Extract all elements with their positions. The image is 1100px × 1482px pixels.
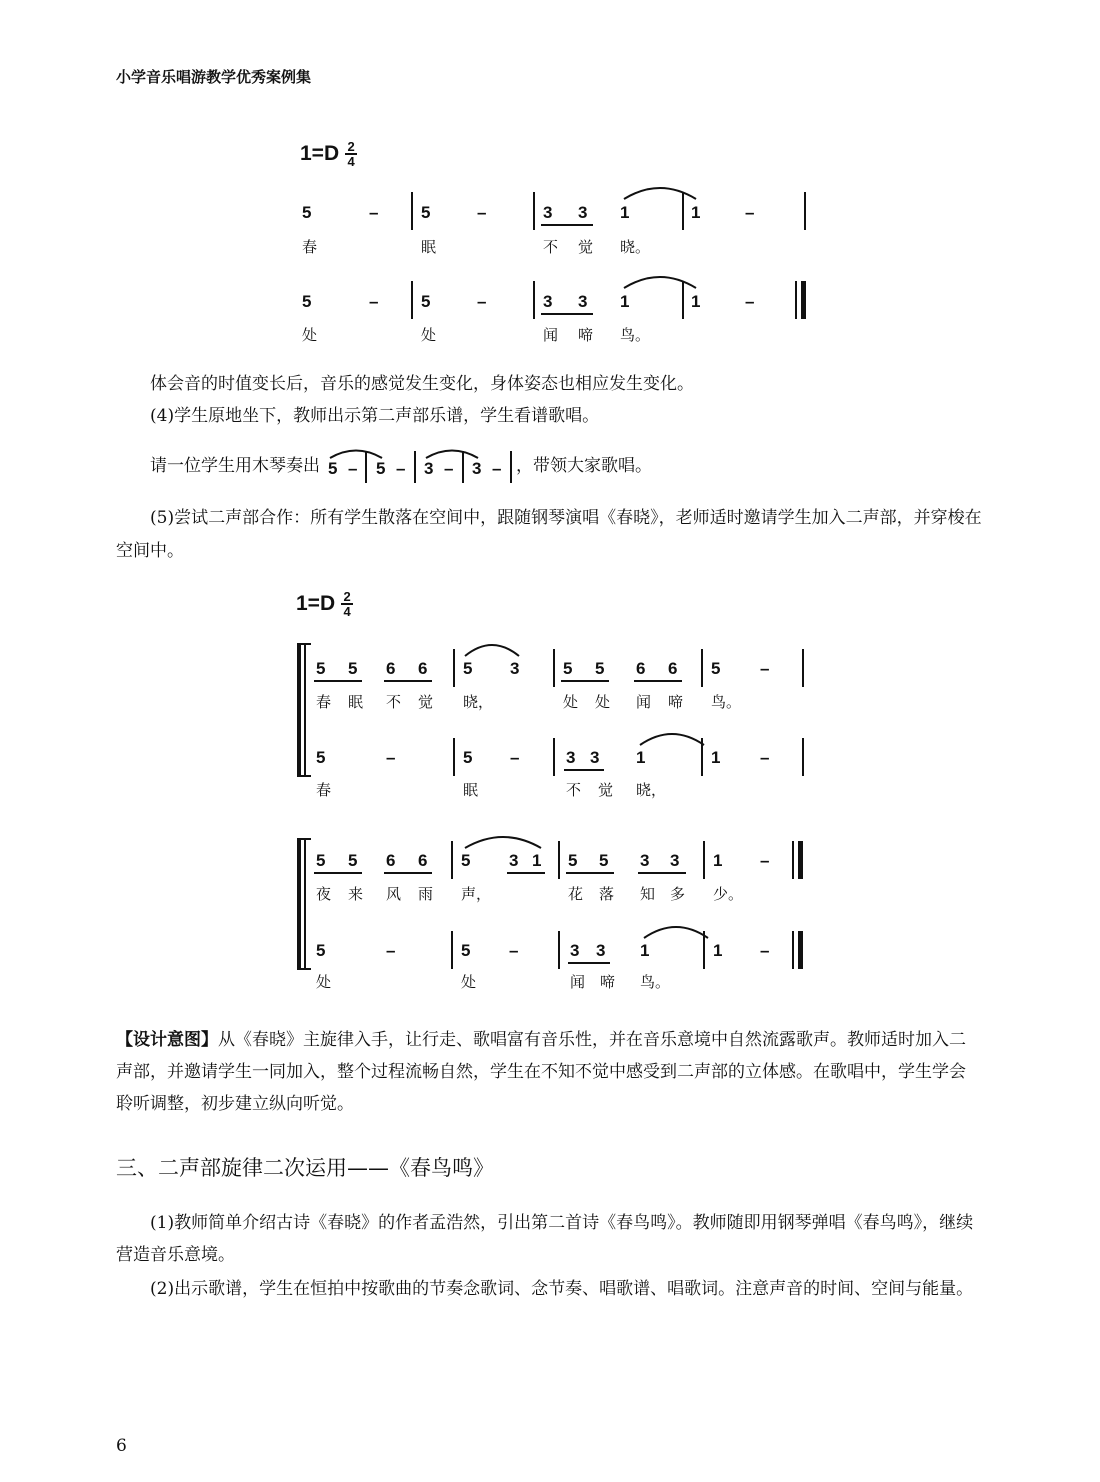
time-top: 2: [343, 589, 351, 604]
key-signature-2: [296, 590, 353, 618]
note: 1: [620, 292, 630, 311]
lyric: 鸟。: [620, 326, 651, 344]
lyric: 少。: [713, 885, 744, 903]
note: –: [369, 203, 379, 222]
note: 5: [348, 659, 358, 678]
note: 5: [568, 851, 578, 870]
lyric: 处: [421, 326, 437, 344]
note: 1: [640, 941, 650, 960]
note: –: [509, 941, 519, 960]
lyric: 不: [386, 693, 402, 711]
lyric: 啼: [578, 326, 594, 344]
lyric: 处: [461, 973, 477, 991]
paragraph-text: 体会音的时值变长后，音乐的感觉发生变化，身体姿态也相应发生变化。: [150, 374, 694, 394]
note: 5: [563, 659, 573, 678]
lyric: 知: [640, 885, 656, 903]
tie-arc: [622, 183, 698, 201]
note: 5: [316, 851, 326, 870]
lyric: 觉: [598, 781, 614, 799]
lyric: 多: [670, 885, 686, 903]
note: 6: [386, 851, 396, 870]
lyric: 来: [348, 885, 364, 903]
note: 1: [532, 851, 542, 870]
inline-xylophone-score: [320, 447, 516, 487]
note: 3: [570, 941, 580, 960]
step-1-paragraph: [116, 1207, 986, 1271]
lyric: 落: [599, 885, 615, 903]
lyric: 眠: [463, 781, 479, 799]
lyric: 处: [595, 693, 611, 711]
step-text: (1)教师简单介绍古诗《春晓》的作者孟浩然，引出第二首诗《春鸟鸣》。教师随即用钢琴弹唱《春鸟鸣》，继续营造音乐意境。: [116, 1213, 974, 1265]
paragraph-text: (5)尝试二声部合作：所有学生散落在空间中，跟随钢琴演唱《春晓》，老师适时邀请学生加入二声部，并穿梭在空间中。: [116, 508, 982, 561]
paragraph-3: [116, 446, 986, 487]
note: 5: [316, 748, 326, 767]
note: –: [510, 748, 520, 767]
section-title: 三、二声部旋律二次运用——《春鸟鸣》: [116, 1156, 494, 1180]
lyric: 不: [543, 238, 559, 256]
lyric: 闻: [636, 693, 652, 711]
time-top: 2: [347, 139, 355, 154]
note: –: [477, 203, 487, 222]
note: 1: [711, 748, 721, 767]
lyric: 觉: [578, 238, 594, 256]
note: –: [745, 292, 755, 311]
note: 3: [596, 941, 606, 960]
key-label: 1=D: [296, 592, 336, 615]
note: 1: [691, 203, 701, 222]
note: 3: [424, 458, 434, 478]
lyric: 闻: [543, 326, 559, 344]
lyric: 春: [316, 781, 332, 799]
note: 3: [543, 292, 553, 311]
paragraph-4: [116, 502, 986, 568]
key-label: 1=D: [300, 142, 340, 165]
note: 3: [670, 851, 680, 870]
tie-arc: [424, 447, 480, 459]
note: 5: [599, 851, 609, 870]
lyric: 不: [566, 781, 582, 799]
note: –: [492, 458, 502, 478]
tie-arc: [622, 272, 698, 290]
note: –: [760, 941, 770, 960]
lyric: 啼: [600, 973, 616, 991]
note: 3: [566, 748, 576, 767]
step-text: (2)出示歌谱，学生在恒拍中按歌曲的节奏念歌词、念节奏、唱歌谱、唱歌词。注意声音的时间、空间与能量。: [150, 1279, 974, 1299]
design-intent-label: 【设计意图】: [116, 1030, 218, 1050]
note: 3: [640, 851, 650, 870]
step-2-paragraph: [116, 1273, 986, 1305]
lyric: 鸟。: [711, 693, 742, 711]
lyric: 雨: [418, 885, 434, 903]
lyric: 鸟。: [640, 973, 671, 991]
lyric: 春: [302, 238, 318, 256]
tie-arc: [638, 729, 706, 747]
note: 6: [418, 659, 428, 678]
lyric: 春: [316, 693, 332, 711]
note: 1: [713, 851, 723, 870]
lyric: 眠: [348, 693, 364, 711]
system-bracket: [297, 838, 311, 970]
time-signature: [345, 140, 357, 168]
note: 5: [421, 203, 431, 222]
note: –: [760, 659, 770, 678]
paragraph-text: (4)学生原地坐下，教师出示第二声部乐谱，学生看谱歌唱。: [150, 406, 600, 426]
note: –: [444, 458, 454, 478]
note: –: [745, 203, 755, 222]
time-signature: [341, 590, 353, 618]
note: 5: [376, 458, 386, 478]
lyric: 花: [568, 885, 584, 903]
design-intent-paragraph: [116, 1024, 976, 1120]
note: 6: [636, 659, 646, 678]
note: 5: [461, 941, 471, 960]
note: 1: [620, 203, 630, 222]
note: 6: [668, 659, 678, 678]
time-bottom: 4: [343, 604, 351, 619]
note: 5: [316, 659, 326, 678]
design-intent-text: 从《春晓》主旋律入手，让行走、歌唱富有音乐性，并在音乐意境中自然流露歌声。教师适时加入二声部，并邀请学生一同加入，整个过程流畅自然，学生在不知不觉中感受到二声部的立体感。在歌唱中，学生学会聆听调整，初步建立纵向听觉。: [116, 1030, 966, 1114]
lyric: 夜: [316, 885, 332, 903]
note: 1: [636, 748, 646, 767]
note: –: [348, 458, 358, 478]
time-bottom: 4: [347, 154, 355, 169]
note: 5: [316, 941, 326, 960]
note: 5: [328, 458, 338, 478]
note: 6: [386, 659, 396, 678]
note: –: [760, 851, 770, 870]
note: 3: [543, 203, 553, 222]
note: 5: [302, 203, 312, 222]
note: 5: [711, 659, 721, 678]
note: –: [760, 748, 770, 767]
note: 5: [302, 292, 312, 311]
key-signature: [300, 140, 357, 168]
tie-arc: [642, 922, 710, 940]
tie-arc: [463, 832, 543, 850]
paragraph-2: [116, 400, 986, 432]
note: 5: [463, 659, 473, 678]
note: –: [396, 458, 406, 478]
lyric: 声，: [461, 885, 492, 903]
note: –: [477, 292, 487, 311]
lyric: 啼: [668, 693, 684, 711]
lyric: 处: [563, 693, 579, 711]
tie-arc: [463, 640, 521, 658]
note: 3: [509, 851, 519, 870]
system-bracket: [297, 643, 311, 777]
lyric: 晓，: [463, 693, 494, 711]
lyric: 晓。: [620, 238, 651, 256]
note: 3: [510, 659, 520, 678]
note: 5: [595, 659, 605, 678]
note: 5: [461, 851, 471, 870]
lyric: 处: [316, 973, 332, 991]
note: 3: [472, 458, 482, 478]
note: 3: [590, 748, 600, 767]
note: 6: [418, 851, 428, 870]
tie-arc: [328, 447, 384, 459]
note: 3: [578, 203, 588, 222]
lyric: 觉: [418, 693, 434, 711]
note: 5: [421, 292, 431, 311]
note: –: [386, 941, 396, 960]
lyric: 风: [386, 885, 402, 903]
note: 5: [463, 748, 473, 767]
paragraph-1: [116, 368, 986, 400]
lyric: 处: [302, 326, 318, 344]
paragraph-text: 请一位学生用木琴奏出: [150, 456, 320, 476]
page-number: 6: [116, 1436, 127, 1456]
note: 1: [713, 941, 723, 960]
note: 1: [691, 292, 701, 311]
note: 5: [348, 851, 358, 870]
lyric: 闻: [570, 973, 586, 991]
note: –: [369, 292, 379, 311]
paragraph-text: ，带领大家歌唱。: [516, 456, 652, 476]
lyric: 晓，: [636, 781, 667, 799]
lyric: 眠: [421, 238, 437, 256]
note: 3: [578, 292, 588, 311]
book-title: 小学音乐唱游教学优秀案例集: [116, 68, 312, 86]
note: –: [386, 748, 396, 767]
